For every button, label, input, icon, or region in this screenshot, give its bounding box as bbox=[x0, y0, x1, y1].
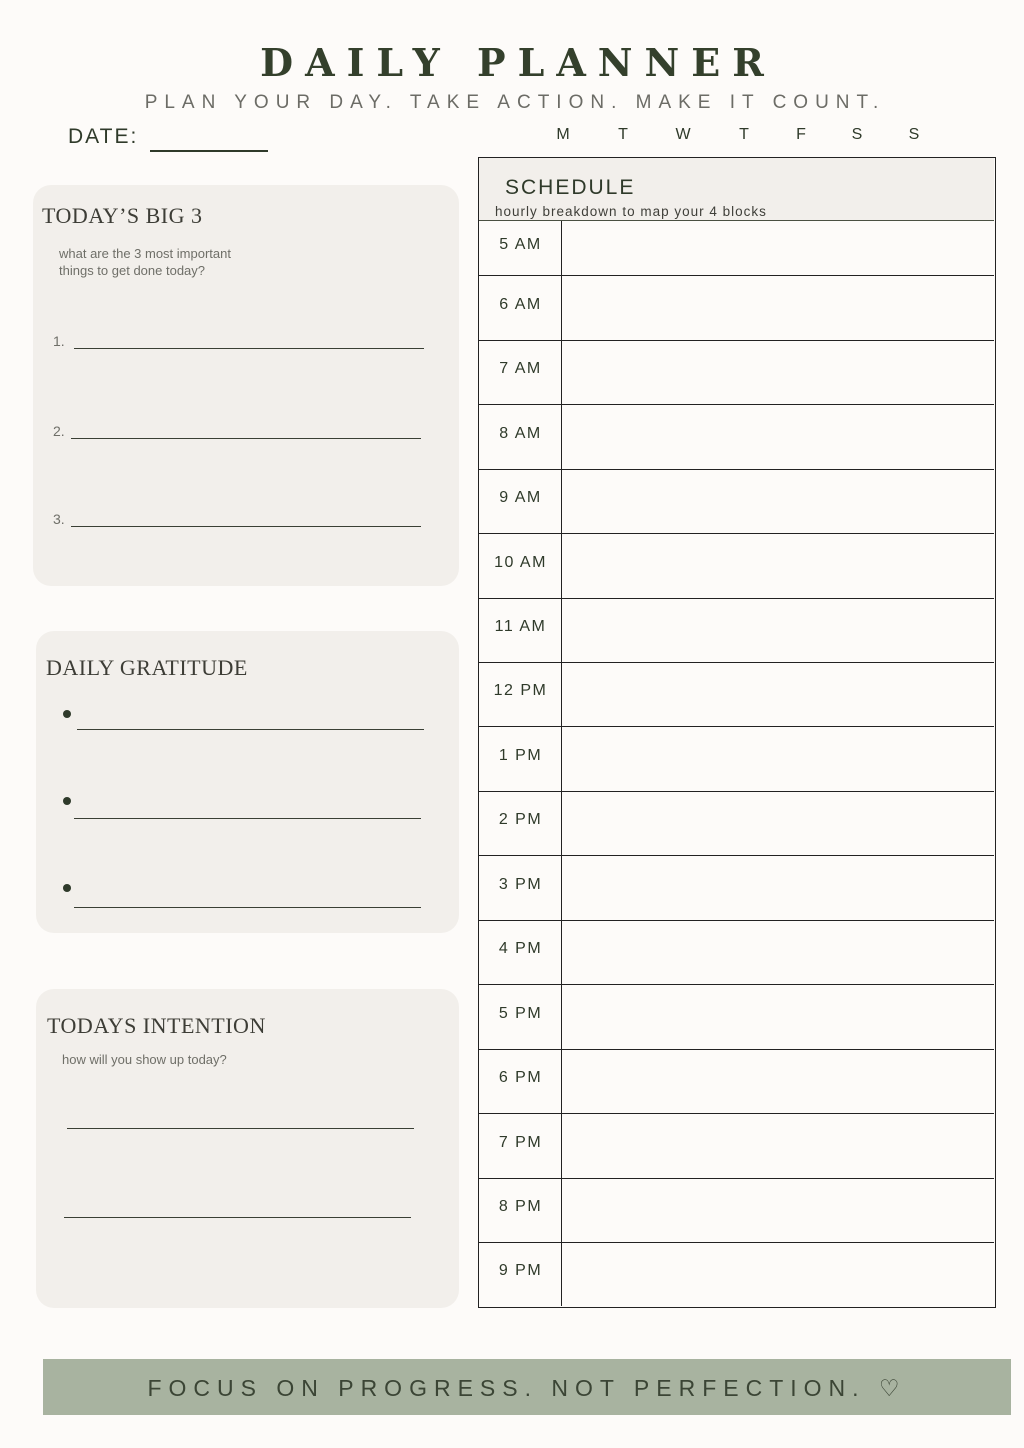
time-cell bbox=[479, 1179, 562, 1242]
schedule-slot[interactable] bbox=[563, 221, 994, 275]
intention-line-1[interactable] bbox=[67, 1128, 414, 1129]
schedule-slot[interactable] bbox=[563, 534, 994, 598]
page-title: DAILY PLANNER bbox=[260, 40, 776, 85]
big3-number-2: 2. bbox=[53, 423, 65, 439]
schedule-row bbox=[479, 276, 994, 341]
gratitude-line-3[interactable] bbox=[74, 907, 421, 908]
schedule-row bbox=[479, 727, 994, 792]
schedule-slot[interactable] bbox=[563, 276, 994, 340]
schedule-row bbox=[479, 405, 994, 470]
time-cell bbox=[479, 221, 562, 275]
schedule-row bbox=[479, 599, 994, 663]
big3-title: TODAY’S BIG 3 bbox=[42, 203, 203, 228]
schedule-header bbox=[479, 158, 994, 221]
time-label: 7 PM bbox=[498, 1134, 543, 1151]
footer-text: FOCUS ON PROGRESS. NOT PERFECTION. ♡ bbox=[147, 1375, 907, 1401]
schedule-slot[interactable] bbox=[563, 405, 994, 469]
big3-card bbox=[33, 185, 459, 586]
schedule-row bbox=[479, 221, 994, 276]
weekday-wednesday[interactable]: W bbox=[675, 126, 691, 143]
time-cell bbox=[479, 663, 562, 726]
time-label: 7 AM bbox=[499, 360, 542, 377]
big3-line-2[interactable] bbox=[71, 438, 421, 439]
footer-banner bbox=[43, 1359, 1011, 1415]
gratitude-card bbox=[36, 631, 459, 933]
time-label: 4 PM bbox=[498, 940, 543, 957]
time-cell bbox=[479, 792, 562, 855]
time-label: 8 AM bbox=[499, 425, 542, 442]
intention-hint: how will you show up today? bbox=[62, 1052, 227, 1067]
time-label: 10 AM bbox=[494, 554, 547, 571]
schedule-row bbox=[479, 341, 994, 405]
schedule-row bbox=[479, 921, 994, 985]
page-subtitle: PLAN YOUR DAY. TAKE ACTION. MAKE IT COUNT. bbox=[144, 92, 886, 113]
schedule-row bbox=[479, 470, 994, 534]
time-label: 5 PM bbox=[498, 1005, 543, 1022]
time-label: 6 AM bbox=[499, 296, 542, 313]
weekday-friday[interactable]: F bbox=[796, 126, 806, 143]
time-cell bbox=[479, 1243, 562, 1306]
gratitude-title: DAILY GRATITUDE bbox=[46, 655, 248, 680]
time-label: 5 AM bbox=[499, 236, 542, 253]
time-cell bbox=[479, 470, 562, 533]
schedule-subtitle: hourly breakdown to map your 4 blocks bbox=[495, 204, 767, 219]
time-label: 12 PM bbox=[493, 682, 548, 699]
time-cell bbox=[479, 276, 562, 340]
time-cell bbox=[479, 856, 562, 920]
schedule-slot[interactable] bbox=[563, 727, 994, 791]
time-cell bbox=[479, 1114, 562, 1178]
schedule-slot[interactable] bbox=[563, 1114, 994, 1178]
schedule-row bbox=[479, 1179, 994, 1243]
schedule-table bbox=[478, 157, 996, 1308]
schedule-slot[interactable] bbox=[563, 792, 994, 855]
time-label: 1 PM bbox=[498, 747, 543, 764]
bullet-icon bbox=[63, 710, 71, 718]
bullet-icon bbox=[63, 884, 71, 892]
intention-card bbox=[36, 989, 459, 1308]
schedule-slot[interactable] bbox=[563, 921, 994, 984]
time-label: 9 PM bbox=[498, 1262, 543, 1279]
schedule-slot[interactable] bbox=[563, 1050, 994, 1113]
time-cell bbox=[479, 341, 562, 404]
bullet-icon bbox=[63, 797, 71, 805]
schedule-row bbox=[479, 534, 994, 599]
schedule-slot[interactable] bbox=[563, 341, 994, 404]
time-cell bbox=[479, 1050, 562, 1113]
weekday-sunday[interactable]: S bbox=[908, 126, 920, 143]
gratitude-line-1[interactable] bbox=[77, 729, 424, 730]
time-label: 3 PM bbox=[498, 876, 543, 893]
time-cell bbox=[479, 985, 562, 1049]
gratitude-line-2[interactable] bbox=[74, 818, 421, 819]
weekday-saturday[interactable]: S bbox=[851, 126, 863, 143]
schedule-slot[interactable] bbox=[563, 599, 994, 662]
schedule-slot[interactable] bbox=[563, 470, 994, 533]
date-input-line[interactable] bbox=[150, 150, 268, 152]
schedule-slot[interactable] bbox=[563, 985, 994, 1049]
time-label: 9 AM bbox=[499, 489, 542, 506]
time-cell bbox=[479, 405, 562, 469]
schedule-slot[interactable] bbox=[563, 663, 994, 726]
weekday-tuesday[interactable]: T bbox=[618, 126, 628, 143]
intention-title: TODAYS INTENTION bbox=[47, 1013, 266, 1038]
schedule-row bbox=[479, 1050, 994, 1114]
weekday-thursday[interactable]: T bbox=[739, 126, 749, 143]
time-label: 11 AM bbox=[494, 618, 547, 635]
weekday-monday[interactable]: M bbox=[556, 126, 570, 143]
date-label: DATE: bbox=[68, 125, 139, 148]
schedule-title: SCHEDULE bbox=[505, 176, 636, 199]
schedule-row bbox=[479, 1114, 994, 1179]
time-label: 2 PM bbox=[498, 811, 543, 828]
schedule-slot[interactable] bbox=[563, 856, 994, 920]
schedule-row bbox=[479, 856, 994, 921]
time-cell bbox=[479, 534, 562, 598]
time-cell bbox=[479, 727, 562, 791]
time-cell bbox=[479, 599, 562, 662]
weekday-selector bbox=[548, 126, 938, 148]
big3-hint: what are the 3 most important things to get done today? bbox=[59, 246, 231, 278]
big3-number-3: 3. bbox=[53, 511, 65, 527]
time-label: 8 PM bbox=[498, 1198, 543, 1215]
time-label: 6 PM bbox=[498, 1069, 543, 1086]
schedule-row bbox=[479, 792, 994, 856]
schedule-slot[interactable] bbox=[563, 1179, 994, 1242]
schedule-row bbox=[479, 985, 994, 1050]
big3-number-1: 1. bbox=[53, 333, 65, 349]
big3-line-1[interactable] bbox=[74, 348, 424, 349]
schedule-slot[interactable] bbox=[563, 1243, 994, 1306]
time-cell bbox=[479, 921, 562, 984]
schedule-row bbox=[479, 1243, 994, 1306]
schedule-row bbox=[479, 663, 994, 727]
big3-line-3[interactable] bbox=[71, 526, 421, 527]
intention-line-2[interactable] bbox=[64, 1217, 411, 1218]
